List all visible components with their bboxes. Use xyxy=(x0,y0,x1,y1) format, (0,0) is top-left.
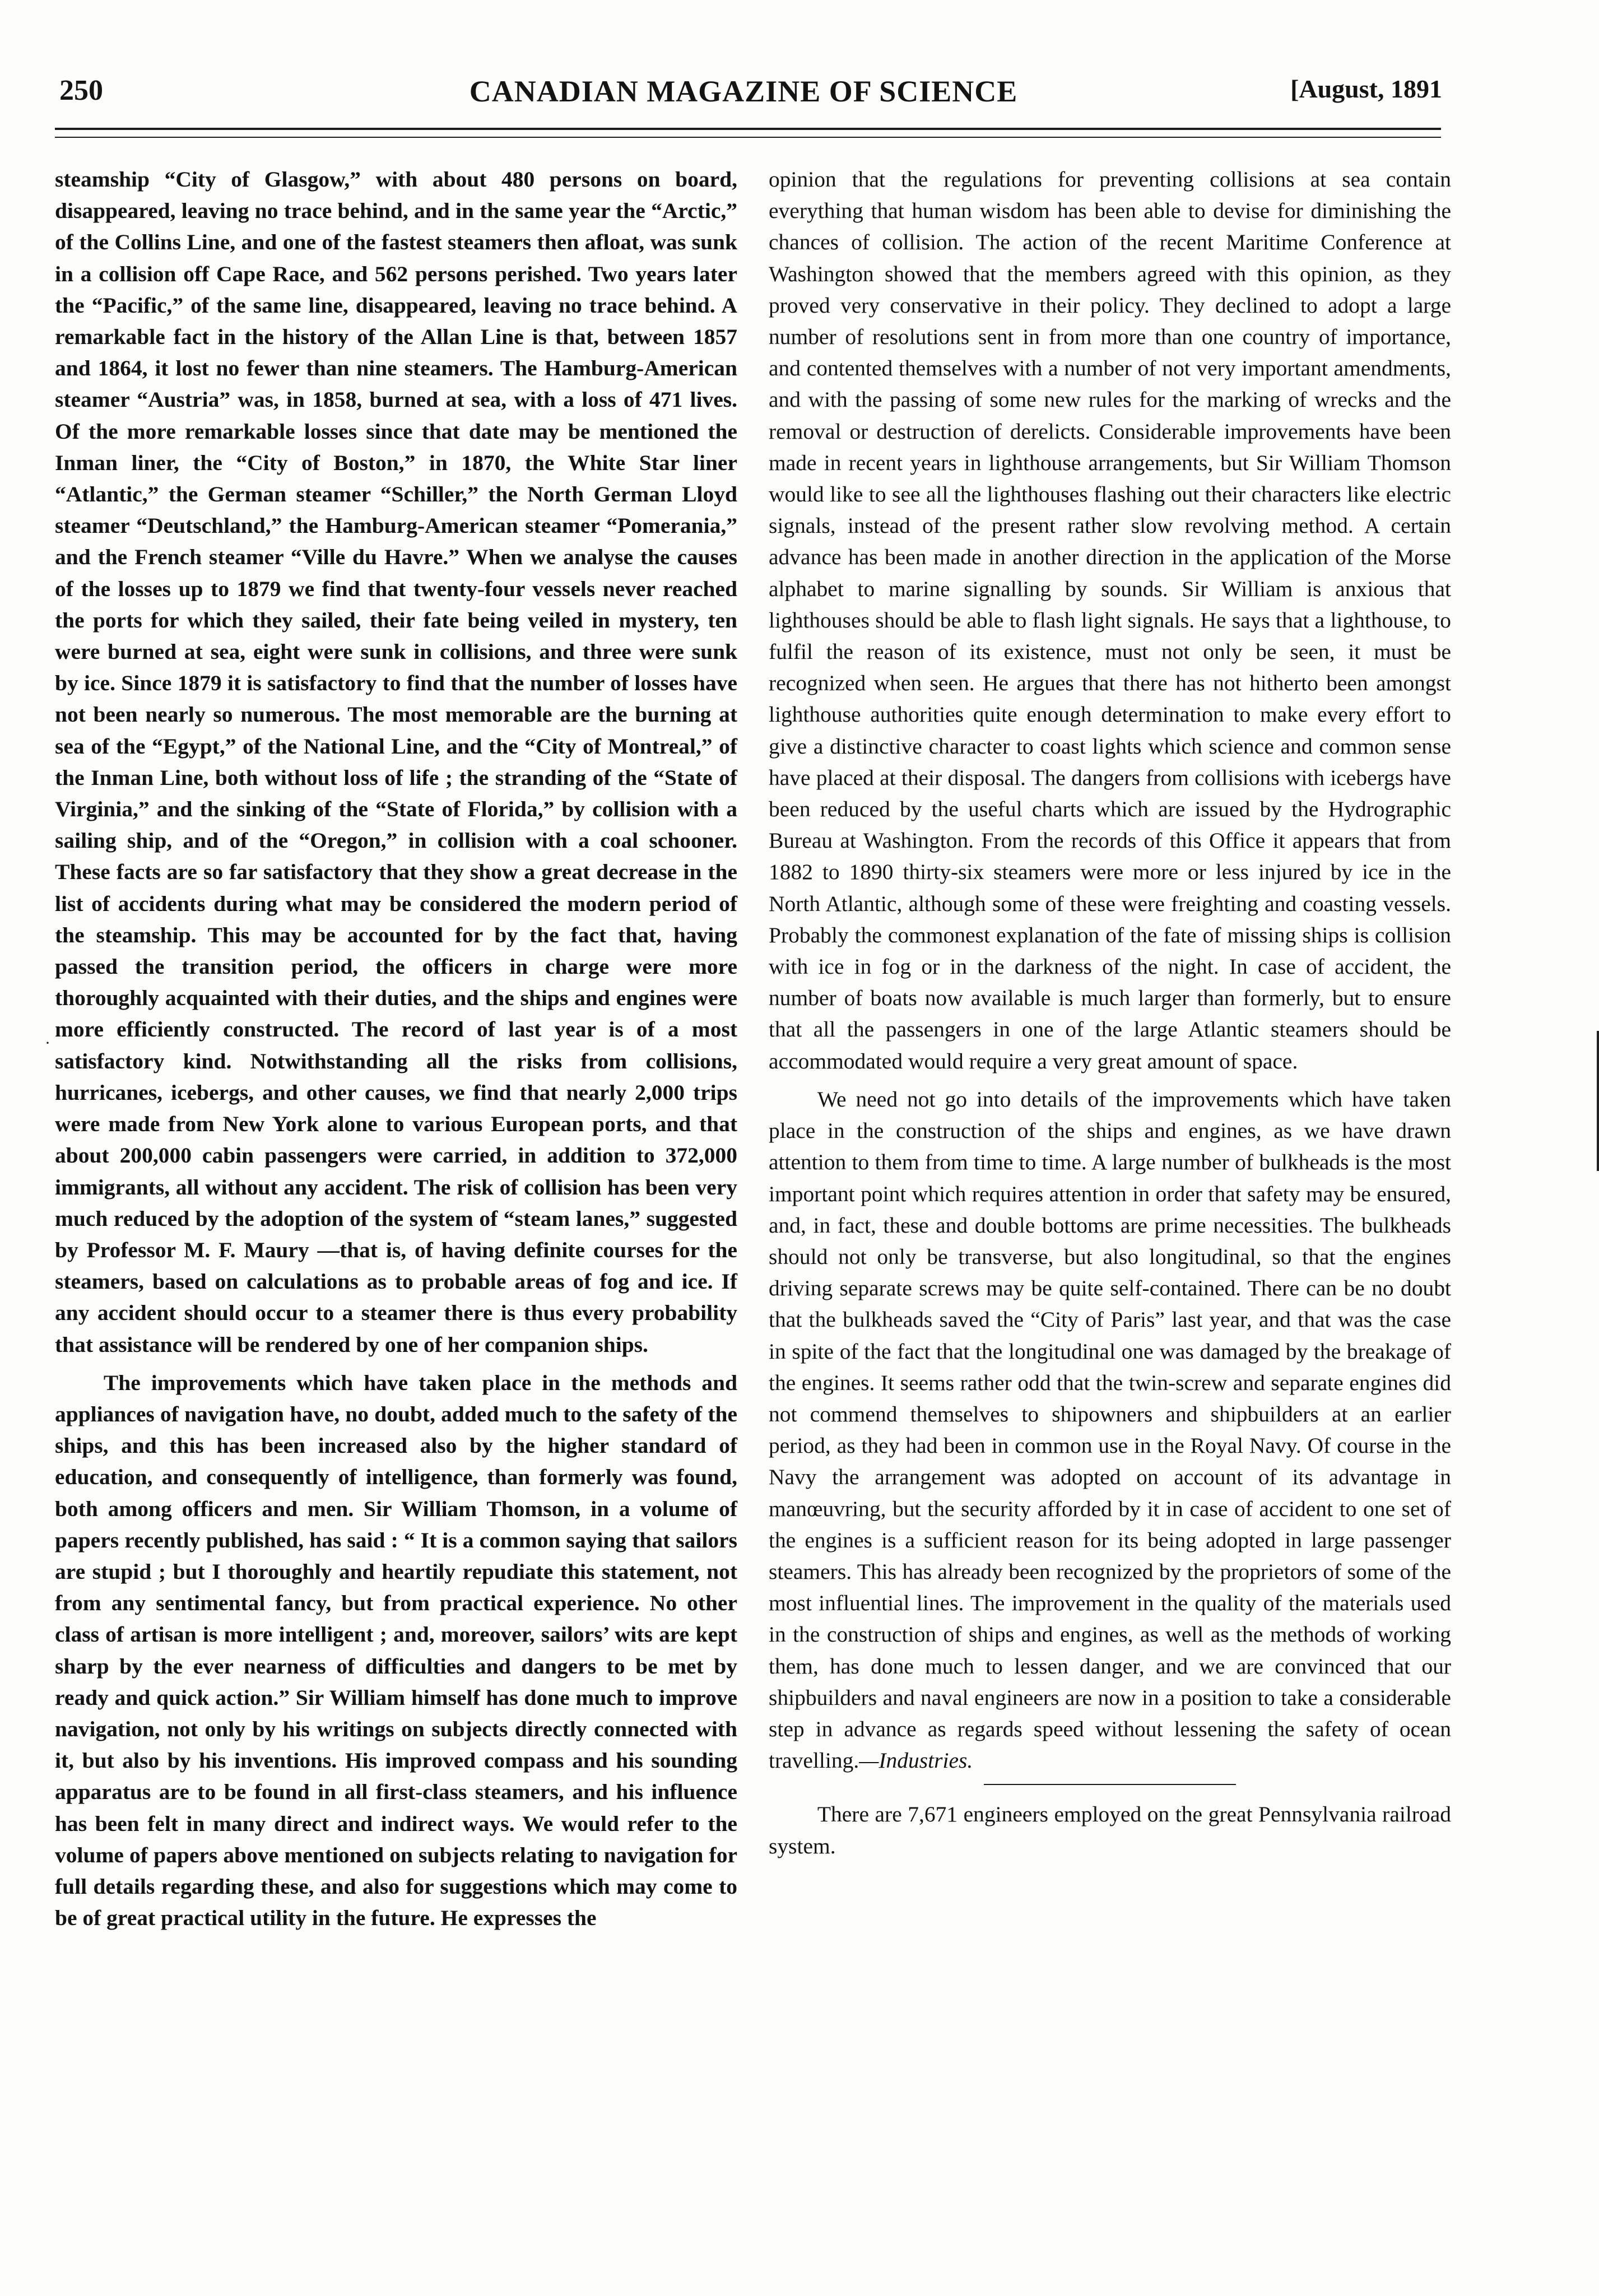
right-paragraph-2 xyxy=(769,1084,1451,1776)
header-rule-thin xyxy=(55,137,1441,138)
page-number: 250 xyxy=(59,75,103,106)
issue-date: [August, 1891 xyxy=(1290,75,1442,103)
source-attribution: —Industries. xyxy=(859,1748,973,1773)
railroad-note: There are 7,671 engineers employed on the great Pennsylvania railroad system. xyxy=(769,1802,1451,1858)
page-header xyxy=(45,74,1442,119)
left-column xyxy=(55,164,737,1934)
left-paragraph-2: The improvements which have taken place in the methods and appliances of navigation have, no doubt, added much to the safety of the ships, and this has been increased also by the higher standard of education, and consequently of intelligence, than formerly was found, both among officers and men. Sir William Thomson, in a volume of papers recently published, has said : “ It is a common saying that sailors are stupid ; but I thoroughly and heartily repudiate this statement, not from any sentimental fancy, but from practical experience. No other class of artisan is more intelligent ; and, moreover, sailors’ wits are kept sharp by the ever nearness of difficulties and dangers to be met by ready and quick action.” Sir William himself has done much to improve navigation, not only by his writings on subjects directly connected with it, but also by his inventions. His improved compass and his sounding apparatus are to be found in all first-class steamers, and his influence has been felt in many direct and indirect ways. We would refer to the volume of papers above mentioned on subjects relating to navigation for full details regarding these, and also for suggestions which may come to be of great practical utility in the future. He expresses the xyxy=(55,1370,737,1931)
right-paragraph-2-text: We need not go into details of the improvements which have taken place in the construction of the ships and engines, as we have drawn attention to them from time to time. A large number of bulkheads is the most important point which requires attention in order that safety may be ensured, and, in fact, these and double bottoms are prime necessities. The bulkheads should not only be transverse, but also longitudinal, so that the engines driving separate screws may be quite self-contained. There can be no doubt that the bulkheads saved the “City of Paris” last year, and that was the case in spite of the fact that the longitudinal one was damaged by the breakage of the engines. It seems rather odd that the twin-screw and separate engines did not commend themselves to shipowners and shipbuilders at an earlier period, as they had been in common use in the Royal Navy. Of course in the Navy the arrangement was adopted on account of its advantage in manœuvring, but the security afforded by it in case of accident to one set of the engines is a sufficient reason for its being adopted in large passenger steamers. This has already been recognized by the proprietors of some of the most influential lines. The improvement in the quality of the materials used in the construction of ships and engines, as well as the methods of working them, has done much to lessen danger, and we are convinced that our shipbuilders and naval engineers are now in a position to take a considerable step in advance as regards speed without lessening the safety of ocean travelling. xyxy=(769,1086,1451,1773)
margin-dot: · xyxy=(45,1034,50,1052)
short-divider xyxy=(984,1784,1236,1785)
right-paragraph-1: opinion that the regulations for preventing collisions at sea contain everything that human wisdom has been able to devise for diminishing the chances of collision. The action of the recent Maritime Conference at Washington showed that the members agreed with this opinion, as they proved very conservative in their policy. They declined to adopt a large number of resolutions sent in from more than one country of importance, and contented themselves with a number of not very important amendments, and with the passing of some new rules for the marking of wrecks and the removal or destruction of derelicts. Considerable improvements have been made in recent years in lighthouse arrangements, but Sir William Thomson would like to see all the lighthouses flashing out their characters like electric signals, instead of the present rather slow revolving method. A certain advance has been made in another direction in the application of the Morse alphabet to marine signalling by sounds. Sir William is anxious that lighthouses should be able to flash light signals. He says that a lighthouse, to fulfil the reason of its existence, must not only be seen, it must be recognized when seen. He argues that there has not hitherto been amongst lighthouse authorities quite enough determination to make every effort to give a distinctive character to coast lights which science and common sense have placed at their disposal. The dangers from collisions with icebergs have been reduced by the useful charts which are issued by the Hydrographic Bureau at Washington. From the records of this Office it appears that from 1882 to 1890 thirty-six steamers were more or less injured by ice in the North Atlantic, although some of these were freighting and coasting vessels. Probably the commonest explanation of the fate of missing ships is collision with ice in fog or in the darkness of the night. In case of accident, the number of boats now available is much larger than formerly, but to ensure that all the passengers in one of the large Atlantic steamers should be accommodated would require a very great amount of space. xyxy=(769,167,1451,1073)
header-rule-thick xyxy=(55,128,1441,130)
magazine-title: CANADIAN MAGAZINE OF SCIENCE xyxy=(469,75,1018,108)
right-column xyxy=(769,164,1451,1862)
left-paragraph-1: steamship “City of Glasgow,” with about 480 persons on board, disappeared, leaving no trace behind, and in the same year the “Arctic,” of the Collins Line, and one of the fastest steamers then afloat, was sunk in a collision off Cape Race, and 562 persons perished. Two years later the “Pacific,” of the same line, disappeared, leaving no trace behind. A remarkable fact in the history of the Allan Line is that, between 1857 and 1864, it lost no fewer than nine steamers. The Hamburg-American steamer “Austria” was, in 1858, burned at sea, with a loss of 471 lives. Of the more remarkable losses since that date may be mentioned the Inman liner, the “City of Boston,” in 1870, the White Star liner “Atlantic,” the German steamer “Schiller,” the North German Lloyd steamer “Deutschland,” the Hamburg-American steamer “Pomerania,” and the French steamer “Ville du Havre.” When we analyse the causes of the losses up to 1879 we find that twenty-four vessels never reached the ports for which they sailed, their fate being veiled in mystery, ten were burned at sea, eight were sunk in collisions, and three were sunk by ice. Since 1879 it is satisfactory to find that the number of losses have not been nearly so numerous. The most memorable are the burning at sea of the “Egypt,” of the National Line, and the “City of Montreal,” of the Inman Line, both without loss of life ; the stranding of the “State of Virginia,” and the sinking of the “State of Florida,” by collision with a sailing ship, and of the “Oregon,” in collision with a coal schooner. These facts are so far satisfactory that they show a great decrease in the list of accidents during what may be considered the modern period of the steamship. This may be accounted for by the fact that, having passed the transition period, the officers in charge were more thoroughly acquainted with their duties, and the ships and engines were more efficiently constructed. The record of last year is of a most satisfactory kind. Notwithstanding all the risks from collisions, hurricanes, icebergs, and other causes, we find that nearly 2,000 trips were made from New York alone to various European ports, and that about 200,000 cabin passengers were carried, in addition to 372,000 immigrants, all without any accident. The risk of collision has been very much reduced by the adoption of the system of “steam lanes,” suggested by Professor M. F. Maury —that is, of having definite courses for the steamers, based on calculations as to probable areas of fog and ice. If any accident should occur to a steamer there is thus every probability that assistance will be rendered by one of her companion ships. xyxy=(55,167,737,1357)
edge-mark xyxy=(1597,1031,1599,1171)
